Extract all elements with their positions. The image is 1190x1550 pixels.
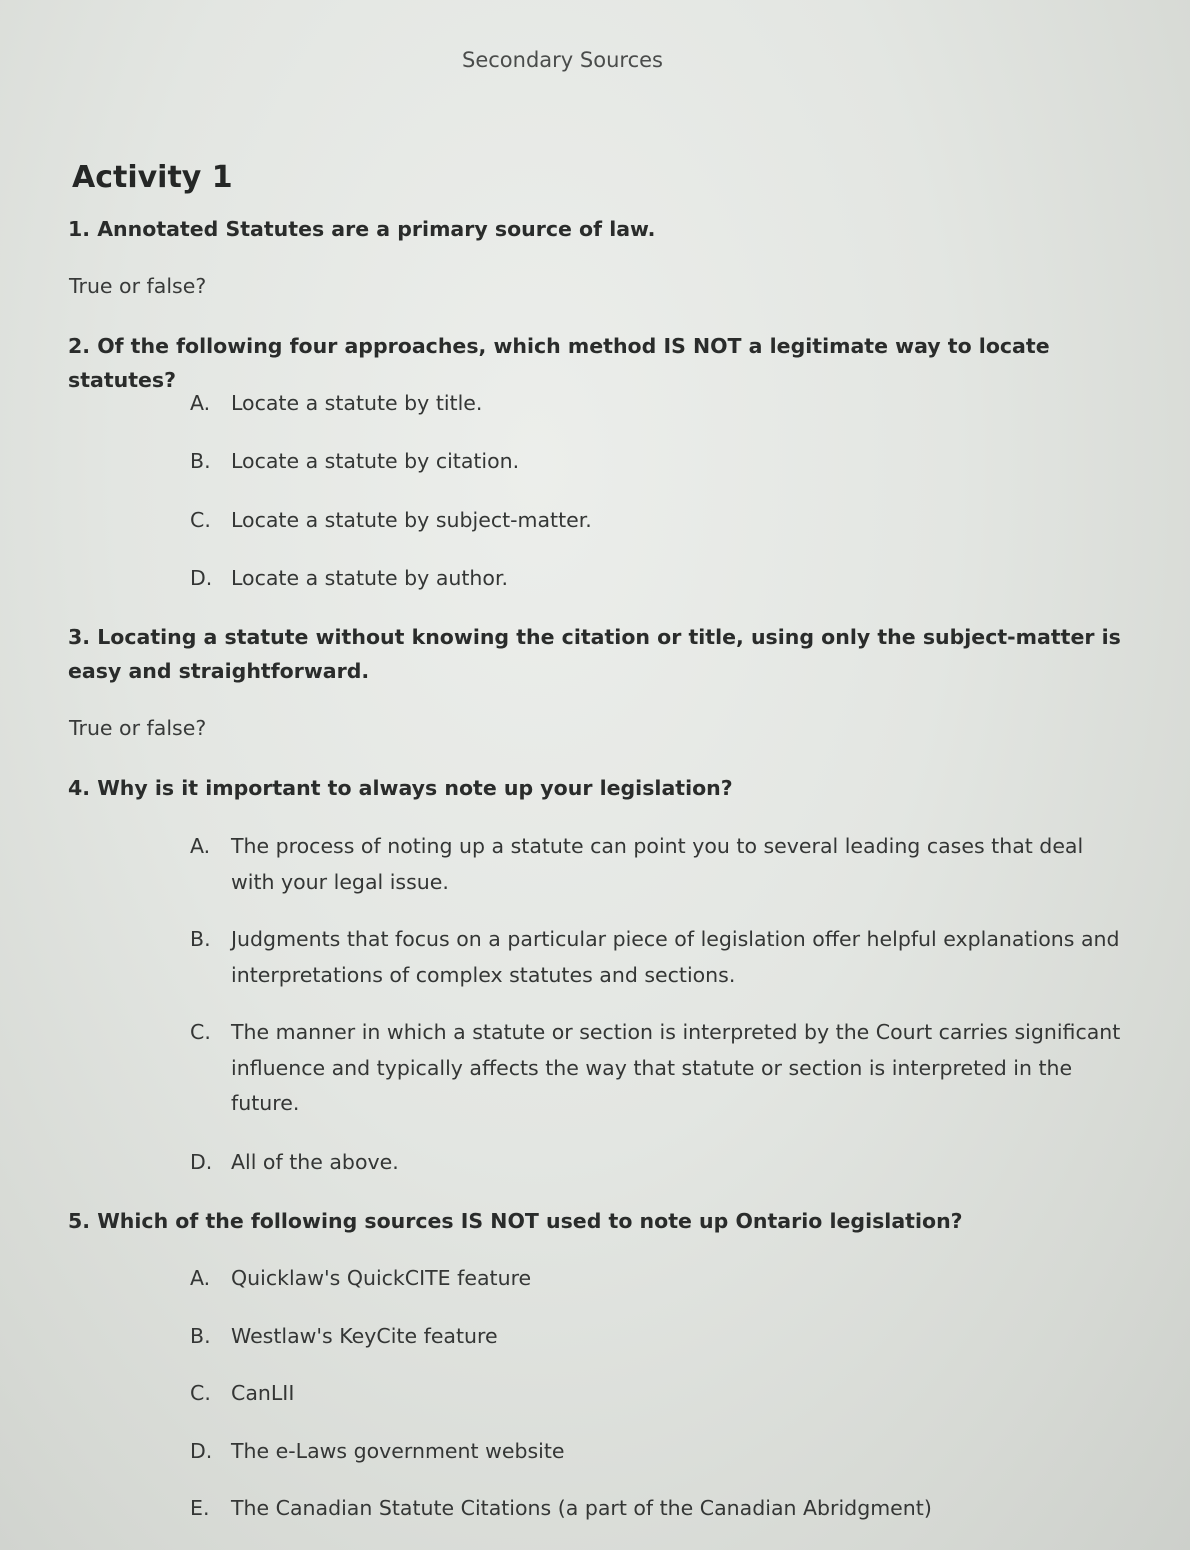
question-5-option-c	[190, 1376, 1130, 1412]
option-text: Locate a statute by citation.	[231, 449, 520, 473]
option-text: Westlaw's KeyCite feature	[231, 1324, 498, 1348]
option-text: The process of noting up a statute can point you to several leading cases that deal with your legal issue.	[231, 834, 1084, 894]
page-header: Secondary Sources	[462, 48, 663, 72]
option-letter: D.	[190, 566, 213, 590]
question-2-option-a	[190, 386, 1130, 422]
question-4-option-d	[190, 1145, 1130, 1181]
question-5-option-e	[190, 1491, 1130, 1527]
question-5: 5. Which of the following sources IS NOT used to note up Ontario legislation?	[68, 1209, 963, 1233]
activity-title: Activity 1	[72, 160, 233, 195]
option-text: The Canadian Statute Citations (a part of the Canadian Abridgment)	[231, 1496, 932, 1520]
option-letter: D.	[190, 1439, 213, 1463]
option-text: Quicklaw's QuickCITE feature	[231, 1266, 532, 1290]
question-2-option-c	[190, 503, 1130, 539]
question-2-option-d	[190, 561, 1130, 597]
option-letter: A.	[190, 1266, 211, 1290]
question-1-prompt: True or false?	[69, 274, 207, 298]
option-text: The manner in which a statute or section is interpreted by the Court carries significant influence and typically affects the way that statute or section is interpreted in the future.	[231, 1020, 1121, 1115]
option-text: Judgments that focus on a particular piece of legislation offer helpful explanations and interpretations of complex statutes and sections.	[231, 927, 1120, 987]
question-4-option-b	[190, 922, 1130, 993]
option-letter: C.	[190, 1381, 211, 1405]
question-2-option-b	[190, 444, 1130, 480]
option-text: CanLII	[231, 1381, 295, 1405]
option-letter: B.	[190, 449, 211, 473]
option-letter: A.	[190, 834, 211, 858]
option-letter: E.	[190, 1496, 210, 1520]
option-letter: D.	[190, 1150, 213, 1174]
option-text: Locate a statute by subject-matter.	[231, 508, 592, 532]
question-4-option-a	[190, 829, 1130, 900]
option-text: Locate a statute by author.	[231, 566, 509, 590]
option-text: The e-Laws government website	[231, 1439, 565, 1463]
option-letter: B.	[190, 927, 211, 951]
question-3-prompt: True or false?	[69, 716, 207, 740]
question-3: 3. Locating a statute without knowing the citation or title, using only the subject-matter is easy and straightforward.	[68, 625, 1121, 683]
option-text: Locate a statute by title.	[231, 391, 483, 415]
option-letter: B.	[190, 1324, 211, 1348]
option-text: All of the above.	[231, 1150, 399, 1174]
question-4-option-c	[190, 1015, 1130, 1122]
question-5-option-b	[190, 1319, 1130, 1355]
option-letter: C.	[190, 508, 211, 532]
question-4: 4. Why is it important to always note up your legislation?	[68, 776, 733, 800]
option-letter: C.	[190, 1020, 211, 1044]
question-5-option-d	[190, 1434, 1130, 1470]
question-5-option-a	[190, 1261, 1130, 1297]
question-1: 1. Annotated Statutes are a primary source of law.	[68, 217, 656, 241]
question-2: 2. Of the following four approaches, which method IS NOT a legitimate way to locate statutes?	[68, 334, 1050, 392]
option-letter: A.	[190, 391, 211, 415]
